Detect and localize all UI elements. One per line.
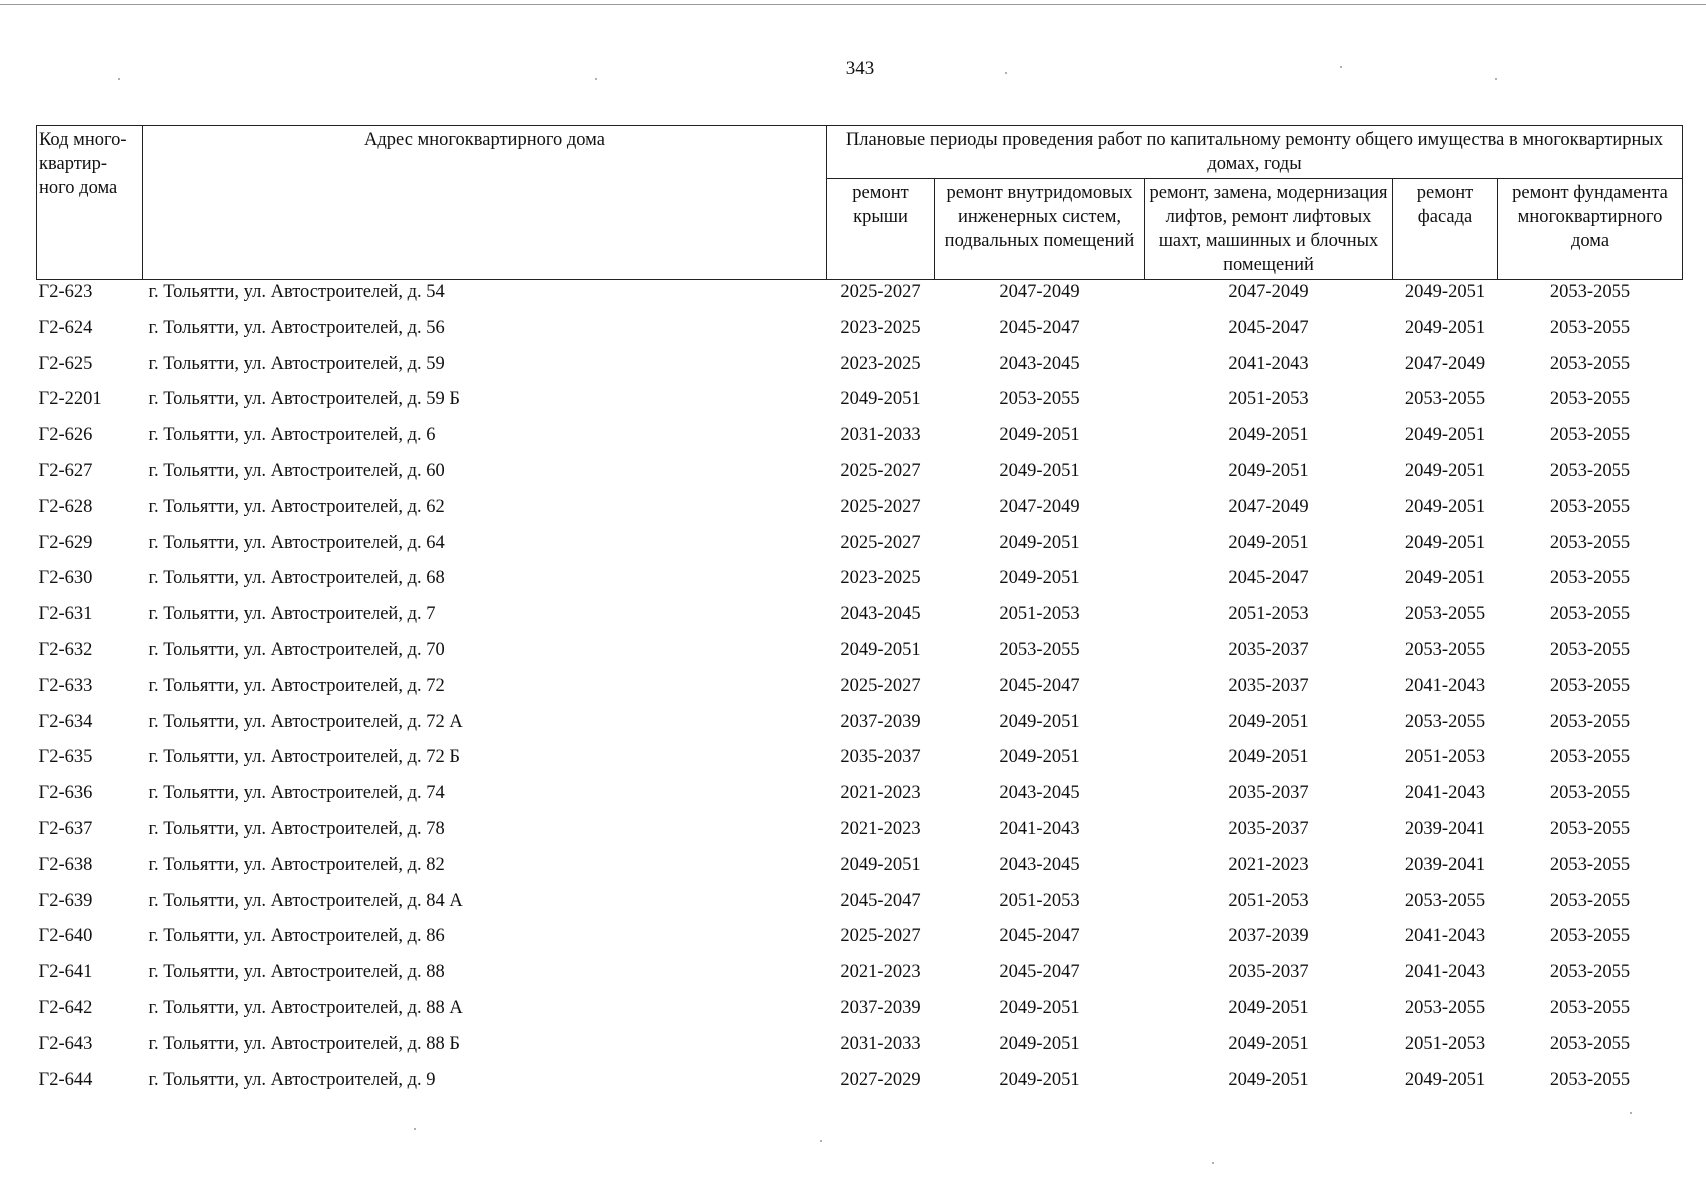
cell-code: Г2-628 <box>38 496 93 517</box>
cell-engineering: 2043-2045 <box>999 783 1080 804</box>
cell-address: г. Тольятти, ул. Автостроителей, д. 60 <box>148 460 445 481</box>
header-roof: ремонт крыши <box>827 179 935 280</box>
cell-foundation: 2053-2055 <box>1549 926 1631 947</box>
cell-elevators: 2021-2023 <box>1228 854 1309 875</box>
cell-elevators: 2035-2037 <box>1228 639 1309 660</box>
cell-facade: 2049-2051 <box>1404 496 1486 517</box>
cell-address: г. Тольятти, ул. Автостроителей, д. 56 <box>148 317 445 338</box>
cell-engineering: 2041-2043 <box>999 818 1080 839</box>
cell-roof: 2043-2045 <box>840 604 921 625</box>
cell-elevators: 2049-2051 <box>1228 460 1309 481</box>
cell-facade: 2049-2051 <box>1404 532 1486 553</box>
cell-foundation: 2053-2055 <box>1549 997 1631 1018</box>
scan-speck <box>595 78 597 80</box>
cell-engineering: 2045-2047 <box>999 926 1080 947</box>
cell-elevators: 2049-2051 <box>1228 747 1309 768</box>
cell-facade: 2041-2043 <box>1404 962 1486 983</box>
cell-roof: 2021-2023 <box>840 818 921 839</box>
cell-facade: 2051-2053 <box>1404 1033 1486 1054</box>
cell-foundation: 2053-2055 <box>1549 353 1631 374</box>
cell-code: Г2-635 <box>38 747 93 768</box>
cell-code: Г2-630 <box>38 568 93 589</box>
table-row <box>37 566 1683 602</box>
cell-facade: 2049-2051 <box>1404 282 1486 302</box>
cell-facade: 2051-2053 <box>1404 747 1486 768</box>
scan-speck <box>1212 1162 1214 1164</box>
cell-code: Г2-633 <box>38 675 93 696</box>
cell-facade: 2041-2043 <box>1404 675 1486 696</box>
cell-elevators: 2051-2053 <box>1228 389 1309 410</box>
cell-address: г. Тольятти, ул. Автостроителей, д. 86 <box>148 926 445 947</box>
cell-elevators: 2049-2051 <box>1228 1033 1309 1054</box>
scan-speck <box>414 1128 416 1130</box>
cell-engineering: 2043-2045 <box>999 353 1080 374</box>
cell-code: Г2-623 <box>38 282 93 302</box>
cell-elevators: 2041-2043 <box>1228 353 1309 374</box>
cell-address: г. Тольятти, ул. Автостроителей, д. 7 <box>148 604 436 625</box>
cell-facade: 2041-2043 <box>1404 926 1486 947</box>
cell-engineering: 2053-2055 <box>999 639 1080 660</box>
cell-code: Г2-624 <box>38 317 93 338</box>
header-facade: ремонт фасада <box>1393 179 1498 280</box>
cell-roof: 2049-2051 <box>840 854 921 875</box>
cell-facade: 2041-2043 <box>1404 783 1486 804</box>
cell-foundation: 2053-2055 <box>1549 1069 1631 1090</box>
header-elevators: ремонт, замена, модернизация лифтов, ремонт лифтовых шахт, машинных и блочных помещений <box>1145 179 1393 280</box>
table-row <box>37 674 1683 710</box>
cell-facade: 2039-2041 <box>1404 818 1486 839</box>
cell-code: Г2-638 <box>38 854 93 875</box>
cell-code: Г2-632 <box>38 639 93 660</box>
cell-facade: 2049-2051 <box>1404 568 1486 589</box>
cell-elevators: 2049-2051 <box>1228 997 1309 1018</box>
scan-speck <box>1340 66 1342 68</box>
cell-roof: 2031-2033 <box>840 1033 921 1054</box>
scan-speck <box>1495 78 1497 80</box>
schedule-table <box>36 125 1683 1103</box>
cell-code: Г2-634 <box>38 711 93 732</box>
cell-foundation: 2053-2055 <box>1549 890 1631 911</box>
capital-repair-schedule <box>36 125 1682 1103</box>
cell-roof: 2035-2037 <box>840 747 921 768</box>
cell-code: Г2-637 <box>38 818 93 839</box>
cell-roof: 2021-2023 <box>840 962 921 983</box>
cell-engineering: 2045-2047 <box>999 675 1080 696</box>
cell-facade: 2053-2055 <box>1404 711 1486 732</box>
table-row <box>37 638 1683 674</box>
cell-elevators: 2037-2039 <box>1228 926 1309 947</box>
cell-elevators: 2051-2053 <box>1228 890 1309 911</box>
cell-address: г. Тольятти, ул. Автостроителей, д. 78 <box>148 818 445 839</box>
header-periods-group: Плановые периоды проведения работ по капитальному ремонту общего имущества в многоквартирных домах, годы <box>827 126 1683 179</box>
cell-code: Г2-643 <box>38 1033 93 1054</box>
cell-engineering: 2049-2051 <box>999 425 1080 446</box>
cell-foundation: 2053-2055 <box>1549 854 1631 875</box>
cell-code: Г2-631 <box>38 604 93 625</box>
cell-elevators: 2047-2049 <box>1228 496 1309 517</box>
table-row <box>37 387 1683 423</box>
cell-roof: 2045-2047 <box>840 890 921 911</box>
cell-facade: 2053-2055 <box>1404 389 1486 410</box>
cell-roof: 2023-2025 <box>840 353 921 374</box>
table-row <box>37 495 1683 531</box>
cell-foundation: 2053-2055 <box>1549 532 1631 553</box>
cell-foundation: 2053-2055 <box>1549 425 1631 446</box>
cell-elevators: 2049-2051 <box>1228 1069 1309 1090</box>
cell-elevators: 2045-2047 <box>1228 317 1309 338</box>
table-row <box>37 996 1683 1032</box>
cell-facade: 2053-2055 <box>1404 604 1486 625</box>
cell-facade: 2047-2049 <box>1404 353 1486 374</box>
table-row <box>37 602 1683 638</box>
cell-roof: 2023-2025 <box>840 317 921 338</box>
cell-address: г. Тольятти, ул. Автостроителей, д. 72 А <box>148 711 463 732</box>
cell-roof: 2025-2027 <box>840 675 921 696</box>
cell-engineering: 2053-2055 <box>999 389 1080 410</box>
cell-engineering: 2049-2051 <box>999 711 1080 732</box>
scan-speck <box>1005 72 1007 74</box>
cell-code: Г2-625 <box>38 353 93 374</box>
cell-address: г. Тольятти, ул. Автостроителей, д. 88 Б <box>148 1033 460 1054</box>
cell-roof: 2025-2027 <box>840 496 921 517</box>
table-row <box>37 817 1683 853</box>
cell-address: г. Тольятти, ул. Автостроителей, д. 88 <box>148 962 445 983</box>
cell-facade: 2049-2051 <box>1404 317 1486 338</box>
cell-foundation: 2053-2055 <box>1549 460 1631 481</box>
table-row <box>37 352 1683 388</box>
cell-code: Г2-641 <box>38 962 93 983</box>
cell-elevators: 2045-2047 <box>1228 568 1309 589</box>
cell-facade: 2049-2051 <box>1404 1069 1486 1090</box>
cell-elevators: 2035-2037 <box>1228 962 1309 983</box>
cell-address: г. Тольятти, ул. Автостроителей, д. 54 <box>148 282 445 302</box>
cell-elevators: 2047-2049 <box>1228 282 1309 302</box>
cell-foundation: 2053-2055 <box>1549 1033 1631 1054</box>
cell-elevators: 2051-2053 <box>1228 604 1309 625</box>
cell-foundation: 2053-2055 <box>1549 496 1631 517</box>
cell-roof: 2025-2027 <box>840 460 921 481</box>
cell-code: Г2-636 <box>38 783 93 804</box>
cell-foundation: 2053-2055 <box>1549 747 1631 768</box>
cell-roof: 2049-2051 <box>840 639 921 660</box>
scan-speck <box>1630 1112 1632 1114</box>
cell-foundation: 2053-2055 <box>1549 783 1631 804</box>
cell-engineering: 2049-2051 <box>999 568 1080 589</box>
cell-address: г. Тольятти, ул. Автостроителей, д. 59 <box>148 353 445 374</box>
cell-engineering: 2049-2051 <box>999 1033 1080 1054</box>
cell-engineering: 2047-2049 <box>999 496 1080 517</box>
cell-elevators: 2049-2051 <box>1228 711 1309 732</box>
cell-engineering: 2047-2049 <box>999 282 1080 302</box>
cell-facade: 2049-2051 <box>1404 460 1486 481</box>
cell-roof: 2025-2027 <box>840 926 921 947</box>
cell-address: г. Тольятти, ул. Автостроителей, д. 59 Б <box>148 389 460 410</box>
cell-address: г. Тольятти, ул. Автостроителей, д. 70 <box>148 639 445 660</box>
scan-speck <box>118 78 120 80</box>
cell-roof: 2037-2039 <box>840 711 921 732</box>
table-row <box>37 745 1683 781</box>
cell-address: г. Тольятти, ул. Автостроителей, д. 72 <box>148 675 445 696</box>
cell-code: Г2-644 <box>38 1069 93 1090</box>
table-row <box>37 423 1683 459</box>
cell-elevators: 2049-2051 <box>1228 532 1309 553</box>
cell-code: Г2-639 <box>38 890 93 911</box>
cell-facade: 2053-2055 <box>1404 639 1486 660</box>
cell-address: г. Тольятти, ул. Автостроителей, д. 82 <box>148 854 445 875</box>
header-code: Код много-квартир-ного дома <box>37 126 143 280</box>
header-engineering: ремонт внутридомовых инженерных систем, подвальных помещений <box>935 179 1145 280</box>
cell-address: г. Тольятти, ул. Автостроителей, д. 84 А <box>148 890 463 911</box>
cell-address: г. Тольятти, ул. Автостроителей, д. 72 Б <box>148 747 460 768</box>
cell-address: г. Тольятти, ул. Автостроителей, д. 62 <box>148 496 445 517</box>
cell-foundation: 2053-2055 <box>1549 568 1631 589</box>
cell-roof: 2021-2023 <box>840 783 921 804</box>
cell-elevators: 2035-2037 <box>1228 783 1309 804</box>
cell-elevators: 2035-2037 <box>1228 818 1309 839</box>
table-row <box>37 889 1683 925</box>
cell-foundation: 2053-2055 <box>1549 675 1631 696</box>
table-row <box>37 316 1683 352</box>
cell-address: г. Тольятти, ул. Автостроителей, д. 6 <box>148 425 436 446</box>
cell-facade: 2053-2055 <box>1404 890 1486 911</box>
cell-code: Г2-626 <box>38 425 93 446</box>
cell-foundation: 2053-2055 <box>1549 317 1631 338</box>
cell-code: Г2-640 <box>38 926 93 947</box>
cell-roof: 2037-2039 <box>840 997 921 1018</box>
cell-code: Г2-642 <box>38 997 93 1018</box>
table-row <box>37 531 1683 567</box>
cell-foundation: 2053-2055 <box>1549 818 1631 839</box>
header-address: Адрес многоквартирного дома <box>143 126 827 280</box>
cell-facade: 2039-2041 <box>1404 854 1486 875</box>
cell-foundation: 2053-2055 <box>1549 711 1631 732</box>
cell-roof: 2023-2025 <box>840 568 921 589</box>
cell-foundation: 2053-2055 <box>1549 962 1631 983</box>
cell-roof: 2025-2027 <box>840 282 921 302</box>
cell-engineering: 2043-2045 <box>999 854 1080 875</box>
cell-engineering: 2051-2053 <box>999 604 1080 625</box>
cell-engineering: 2049-2051 <box>999 460 1080 481</box>
cell-roof: 2025-2027 <box>840 532 921 553</box>
cell-address: г. Тольятти, ул. Автостроителей, д. 64 <box>148 532 445 553</box>
table-row <box>37 1032 1683 1068</box>
table-row <box>37 280 1683 316</box>
cell-engineering: 2049-2051 <box>999 747 1080 768</box>
table-row <box>37 1068 1683 1104</box>
cell-roof: 2049-2051 <box>840 389 921 410</box>
cell-engineering: 2049-2051 <box>999 997 1080 1018</box>
top-scan-rule <box>0 4 1706 5</box>
cell-roof: 2027-2029 <box>840 1069 921 1090</box>
cell-engineering: 2051-2053 <box>999 890 1080 911</box>
cell-engineering: 2045-2047 <box>999 317 1080 338</box>
cell-facade: 2053-2055 <box>1404 997 1486 1018</box>
table-row <box>37 781 1683 817</box>
cell-foundation: 2053-2055 <box>1549 282 1631 302</box>
scan-speck <box>820 1140 822 1142</box>
page-number: 343 <box>845 58 875 79</box>
cell-facade: 2049-2051 <box>1404 425 1486 446</box>
cell-engineering: 2049-2051 <box>999 1069 1080 1090</box>
cell-engineering: 2049-2051 <box>999 532 1080 553</box>
table-row <box>37 924 1683 960</box>
table-row <box>37 853 1683 889</box>
cell-code: Г2-627 <box>38 460 93 481</box>
cell-code: Г2-2201 <box>38 389 102 410</box>
cell-foundation: 2053-2055 <box>1549 604 1631 625</box>
table-header <box>37 126 1683 280</box>
cell-foundation: 2053-2055 <box>1549 639 1631 660</box>
cell-code: Г2-629 <box>38 532 93 553</box>
header-foundation: ремонт фундамента многоквартирного дома <box>1498 179 1683 280</box>
table-body <box>37 280 1683 1104</box>
cell-elevators: 2049-2051 <box>1228 425 1309 446</box>
table-row <box>37 710 1683 746</box>
cell-foundation: 2053-2055 <box>1549 389 1631 410</box>
cell-address: г. Тольятти, ул. Автостроителей, д. 68 <box>148 568 445 589</box>
cell-address: г. Тольятти, ул. Автостроителей, д. 88 А <box>148 997 463 1018</box>
table-row <box>37 960 1683 996</box>
cell-elevators: 2035-2037 <box>1228 675 1309 696</box>
cell-address: г. Тольятти, ул. Автостроителей, д. 74 <box>148 783 445 804</box>
cell-engineering: 2045-2047 <box>999 962 1080 983</box>
cell-address: г. Тольятти, ул. Автостроителей, д. 9 <box>148 1069 436 1090</box>
table-row <box>37 459 1683 495</box>
cell-roof: 2031-2033 <box>840 425 921 446</box>
